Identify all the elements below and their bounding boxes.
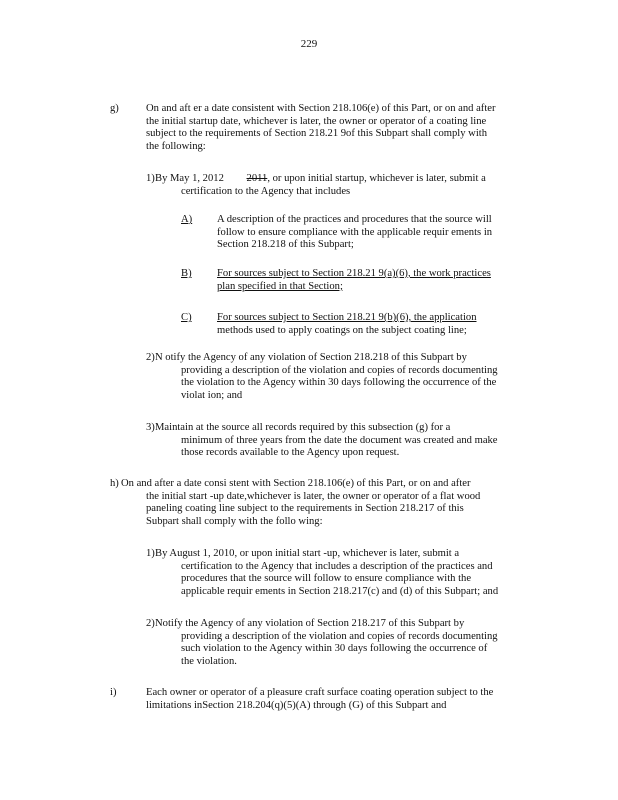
text-line: providing a description of the violation and copies of records documenting (181, 630, 498, 642)
text-line: plan specified in that Section; (217, 280, 343, 292)
text-line: providing a description of the violation and copies of records documenting (181, 364, 498, 376)
text-line: the initial startup date, whichever is later, the owner or operator of a coating line (146, 115, 487, 127)
text-line: On and aft er a date consistent with Section 218.106(e) of this Part, or on and after (146, 103, 496, 114)
text-line: Maintain at the source all records required by this subsection (g) for a (155, 422, 451, 433)
section-i-label: i) (110, 687, 117, 698)
text-line: For sources subject to Section 218.21 9(a)(6), the work practices (217, 268, 491, 279)
text-line: subject to the requirements of Section 218.21 9of this Subpart shall comply with (146, 128, 488, 140)
item-g2-label: 2) (146, 352, 155, 363)
section-g-label: g) (110, 103, 119, 114)
text-line: paneling coating line subject to the requirements in Section 218.217 of this (146, 503, 464, 515)
text-line: minimum of three years from the date the document was created and make (181, 434, 498, 446)
text-line: methods used to apply coatings on the subject coating line; (217, 324, 467, 336)
item-g1a-text (217, 214, 527, 252)
text-line: Notify the Agency of any violation of Section 218.217 of this Subpart by (155, 618, 465, 629)
text-line: violat ion; and (181, 389, 243, 401)
text-line: such violation to the Agency within 30 days following the occurrence of (181, 643, 488, 655)
text-line: applicable requir ements in Section 218.217(c) and (d) of this Subpart; and (181, 585, 499, 597)
text-line: those records available to the Agency upon request. (181, 447, 400, 459)
item-g3-text (155, 422, 539, 460)
section-g-text (146, 103, 538, 153)
text-line: On and after a date consi stent with Section 218.106(e) of this Part, or on and after (121, 478, 471, 489)
item-g3-label: 3) (146, 422, 155, 433)
item-g1-label: 1) (146, 173, 155, 184)
section-i-text (146, 687, 538, 712)
section-h-text (121, 478, 538, 528)
item-h1-text (155, 548, 535, 598)
text-line: certification to the Agency that includes a description of the practices and (181, 560, 493, 572)
text-line: Section 218.218 of this Subpart; (217, 239, 354, 251)
item-h1-label: 1) (146, 548, 155, 559)
text-line: A description of the practices and procedures that the source will (217, 214, 492, 225)
text-line: Each owner or operator of a pleasure craft surface coating operation subject to the (146, 687, 494, 698)
text-line: N otify the Agency of any violation of Section 218.218 of this Subpart by (155, 352, 467, 363)
struck-text: 2011 (246, 173, 268, 184)
text-line: the initial start -up date,whichever is later, the owner or operator of a flat wood (146, 490, 481, 502)
text-line: the violation. (181, 655, 237, 667)
section-h-label: h) (110, 478, 119, 489)
item-h2-text (155, 618, 531, 668)
item-g1-text (155, 173, 533, 198)
text-line: For sources subject to Section 218.21 9(b)(6), the application (217, 312, 477, 323)
item-g1a-label: A) (181, 214, 193, 225)
text-line: follow to ensure compliance with the applicable requir ements in (217, 226, 493, 238)
item-g1b-label: B) (181, 268, 192, 279)
page-number: 229 (300, 38, 318, 50)
text-line: certification to the Agency that includes (181, 185, 351, 197)
item-g2-text (155, 352, 539, 402)
text-fragment: By May 1, 2012 (155, 173, 227, 184)
text-line: the violation to the Agency within 30 days following the occurrence of the (181, 377, 497, 389)
item-g1b-text (217, 268, 527, 293)
text-line: the following: (146, 140, 206, 152)
text-line: By August 1, 2010, or upon initial start -up, whichever is later, submit a (155, 548, 460, 559)
item-g1c-text (217, 312, 527, 337)
text-line: limitations inSection 218.204(q)(5)(A) through (G) of this Subpart and (146, 699, 447, 711)
text-line (155, 173, 533, 186)
text-line: procedures that the source will follow to ensure compliance with the (181, 573, 472, 585)
item-h2-label: 2) (146, 618, 155, 629)
item-g1c-label: C) (181, 312, 192, 323)
text-fragment: , or upon initial startup, whichever is later, submit a (267, 173, 486, 184)
text-line: Subpart shall comply with the follo wing: (146, 515, 323, 527)
